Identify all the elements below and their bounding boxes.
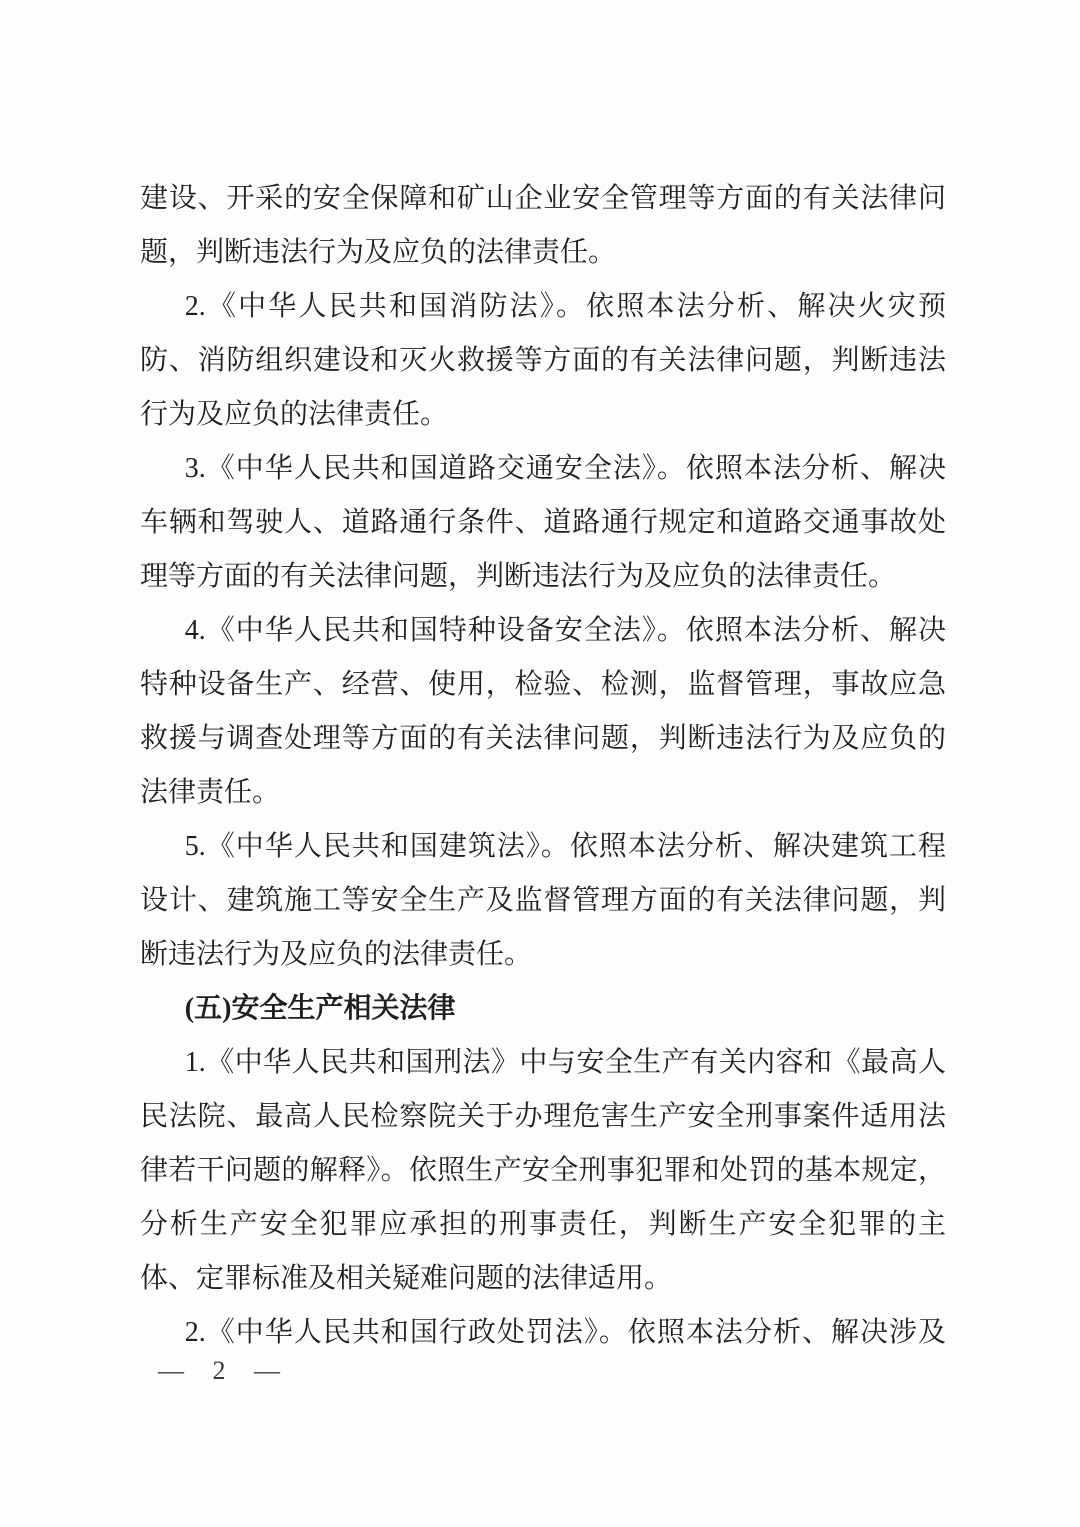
paragraph-special-equipment-safety-law: 4.《中华人民共和国特种设备安全法》。依照本法分析、解决特种设备生产、经营、使用，检验、检测，监督管理，事故应急救援与调查处理等方面的有关法律问题，判断违法行为及应负的法律责任。 (140, 615, 946, 808)
section-heading-safety-production-related-laws: (五)安全生产相关法律 (184, 993, 456, 1024)
page-number: — 2 — (158, 1356, 284, 1385)
paragraph-construction-law: 5.《中华人民共和国建筑法》。依照本法分析、解决建筑工程设计、建筑施工等安全生产及监督管理方面的有关法律问题，判断违法行为及应负的法律责任。 (140, 831, 946, 970)
paragraph-fire-protection-law: 2.《中华人民共和国消防法》。依照本法分析、解决火灾预防、消防组织建设和灭火救援等方面的有关法律问题，判断违法行为及应负的法律责任。 (140, 291, 946, 430)
paragraph-criminal-law-interpretation: 1.《中华人民共和国刑法》中与安全生产有关内容和《最高人民法院、最高人民检察院关于办理危害生产安全刑事案件适用法律若干问题的解释》。依照生产安全刑事犯罪和处罚的基本规定，分析生产安全犯罪应承担的刑事责任，判断生产安全犯罪的主体、定罪标准及相关疑难问题的法律适用。 (140, 1047, 946, 1294)
paragraph-administrative-penalty-law: 2.《中华人民共和国行政处罚法》。依照本法分析、解决涉及 (184, 1317, 946, 1348)
document-body (140, 172, 946, 1360)
paragraph-road-traffic-safety-law: 3.《中华人民共和国道路交通安全法》。依照本法分析、解决车辆和驾驶人、道路通行条件、道路通行规定和道路交通事故处理等方面的有关法律问题，判断违法行为及应负的法律责任。 (140, 453, 946, 592)
paragraph-mining-law-continuation: 建设、开采的安全保障和矿山企业安全管理等方面的有关法律问题，判断违法行为及应负的法律责任。 (140, 183, 946, 268)
